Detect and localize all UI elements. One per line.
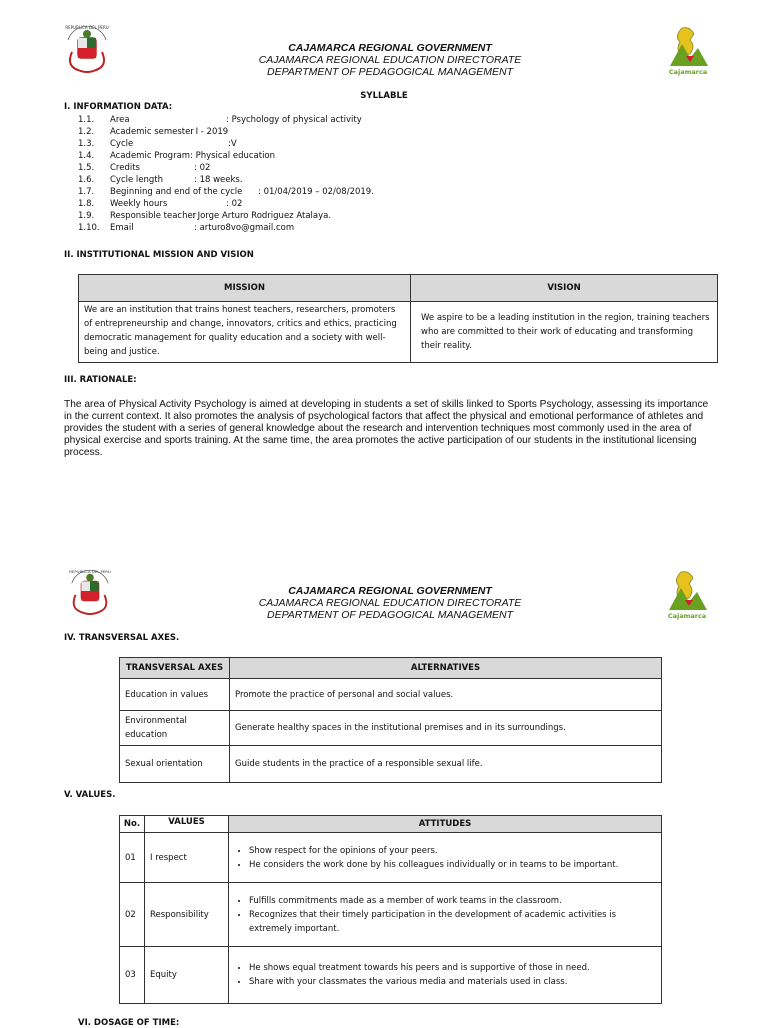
values-header: VALUES: [145, 816, 229, 833]
info-row-value: :V: [228, 139, 237, 149]
section-rationale: III. RATIONALE:: [64, 375, 137, 385]
section-transversal-axes: IV. TRANSVERSAL AXES.: [64, 633, 180, 643]
info-row-number: 1.7.: [78, 187, 95, 197]
table-row: [120, 833, 662, 883]
info-row-label: Email: [110, 223, 134, 233]
axis-cell: Education in values: [120, 679, 230, 711]
mission-header: MISSION: [79, 275, 411, 302]
info-row-value: : 02: [226, 199, 243, 209]
info-row-number: 1.5.: [78, 163, 95, 173]
info-row-value: : 02: [194, 163, 211, 173]
alternative-cell: Generate healthy spaces in the institutional premises and in its surroundings.: [230, 711, 662, 746]
cajamarca-logo: [658, 570, 716, 622]
attitudes-list: [234, 961, 656, 989]
list-item: • Fulfills commitments made as a member of work teams in the classroom.: [249, 894, 656, 908]
cajamarca-logo: [660, 26, 716, 78]
header-department: DEPARTMENT OF PEDAGOGICAL MANAGEMENT: [266, 609, 513, 621]
header-directorate: CAJAMARCA REGIONAL EDUCATION DIRECTORATE: [258, 54, 522, 66]
info-row-value: : Jorge Arturo Rodriguez Atalaya.: [192, 211, 332, 221]
axis-cell: Sexual orientation: [120, 746, 230, 783]
list-item: • He shows equal treatment towards his peers and is supportive of those in need.: [249, 961, 656, 975]
info-row-label: Beginning and end of the cycle: [110, 187, 243, 197]
document-title: SYLLABLE: [360, 91, 408, 101]
info-row-number: 1.8.: [78, 199, 95, 209]
list-item: • He considers the work done by his colleagues individually or in teams to be important.: [249, 858, 656, 872]
info-row-number: 1.1.: [78, 115, 95, 125]
info-row-label: Academic Program: [110, 151, 191, 161]
info-row-value: : Physical education: [190, 151, 276, 161]
table-row: [120, 883, 662, 947]
svg-text:Cajamarca: Cajamarca: [667, 612, 707, 620]
section-values: V. VALUES.: [64, 790, 116, 800]
mission-text: We are an institution that trains honest teachers, researchers, promoters of entrepreneurship and change, innovators, critics and ethics, practicing democratic management for quality education and a society with well-being and justice.: [79, 302, 411, 363]
header-government: CAJAMARCA REGIONAL GOVERNMENT: [288, 42, 492, 54]
axis-cell: Environmental education: [120, 711, 230, 746]
value-number-cell: 02: [120, 883, 145, 947]
info-row-number: 1.4.: [78, 151, 95, 161]
list-item: • Recognizes that their timely participation in the development of academic activities is extremely important.: [249, 908, 656, 936]
attitudes-list: [234, 844, 656, 872]
header-directorate: CAJAMARCA REGIONAL EDUCATION DIRECTORATE: [258, 597, 522, 609]
info-row-label: Area: [110, 115, 130, 125]
info-row-value: : Psychology of physical activity: [226, 115, 362, 125]
values-table: [119, 815, 662, 1004]
info-row-number: 1.9.: [78, 211, 95, 221]
info-row-value: : 01/04/2019 – 02/08/2019.: [258, 187, 374, 197]
info-row-label: Cycle length: [110, 175, 164, 185]
value-name-cell: Equity: [145, 947, 229, 1004]
list-item: • Share with your classmates the various media and materials used in class.: [249, 975, 656, 989]
alternatives-header: ALTERNATIVES: [230, 658, 662, 679]
info-row-label: Responsible teacher: [110, 211, 197, 221]
info-row-number: 1.2.: [78, 127, 95, 137]
peru-seal-logo: [66, 566, 114, 616]
section-information-data: I. INFORMATION DATA:: [64, 102, 173, 112]
info-row-label: Credits: [110, 163, 140, 173]
section-dosage-of-time: VI. DOSAGE OF TIME:: [78, 1018, 180, 1028]
info-row-label: Weekly hours: [110, 199, 168, 209]
table-row: [120, 947, 662, 1004]
svg-text:Cajamarca: Cajamarca: [668, 68, 708, 76]
value-number-cell: 03: [120, 947, 145, 1004]
transversal-axes-table: [119, 657, 662, 783]
info-row-label: Cycle: [110, 139, 134, 149]
table-row: [120, 679, 662, 711]
table-row: [120, 746, 662, 783]
value-name-cell: Responsibility: [145, 883, 229, 947]
info-row-value: : 18 weeks.: [194, 175, 243, 185]
peru-seal-logo: [62, 22, 112, 74]
info-row-label: Academic semester: [110, 127, 194, 137]
rationale-paragraph: The area of Physical Activity Psychology is aimed at developing in students a set of skills linked to Sports Psychology, assessing its importance in the current context. It also promotes the analysis of psychological factors that affect the physical and emotional performance of athletes and provides the student with a series of general knowledge about the research and intervention techniques most commonly used in the area of physical exercise and sports training. At the same time, the area promotes the active participation of our students in the institutional licensing process.: [64, 399, 709, 458]
header-government: CAJAMARCA REGIONAL GOVERNMENT: [288, 585, 492, 597]
header-department: DEPARTMENT OF PEDAGOGICAL MANAGEMENT: [266, 66, 513, 78]
info-row-value: : arturo8vo@gmail.com: [194, 223, 295, 233]
section-mission-vision: II. INSTITUTIONAL MISSION AND VISION: [64, 250, 254, 260]
table-row: [120, 711, 662, 746]
info-row-number: 1.3.: [78, 139, 95, 149]
transversal-axes-header: TRANSVERSAL AXES: [120, 658, 230, 679]
info-row-number: 1.10.: [78, 223, 100, 233]
attitudes-cell: [229, 883, 662, 947]
attitudes-cell: [229, 833, 662, 883]
attitudes-header: ATTITUDES: [229, 816, 662, 833]
number-header: No.: [120, 816, 145, 833]
svg-text:REPUBLICA DEL PERU: REPUBLICA DEL PERU: [65, 25, 109, 30]
value-number-cell: 01: [120, 833, 145, 883]
page-header: [200, 585, 580, 621]
value-name-cell: I respect: [145, 833, 229, 883]
info-row-number: 1.6.: [78, 175, 95, 185]
alternative-cell: Promote the practice of personal and social values.: [230, 679, 662, 711]
attitudes-cell: [229, 947, 662, 1004]
vision-header: VISION: [411, 275, 718, 302]
vision-text: We aspire to be a leading institution in the region, training teachers who are committed to their work of educating and transforming their reality.: [411, 302, 718, 363]
alternative-cell: Guide students in the practice of a responsible sexual life.: [230, 746, 662, 783]
mission-vision-table: [78, 274, 718, 363]
info-row-value: : I - 2019: [190, 127, 229, 137]
attitudes-list: [234, 894, 656, 936]
svg-text:REPUBLICA DEL PERU: REPUBLICA DEL PERU: [69, 568, 111, 574]
list-item: • Show respect for the opinions of your peers.: [249, 844, 656, 858]
page-header: [200, 42, 580, 78]
